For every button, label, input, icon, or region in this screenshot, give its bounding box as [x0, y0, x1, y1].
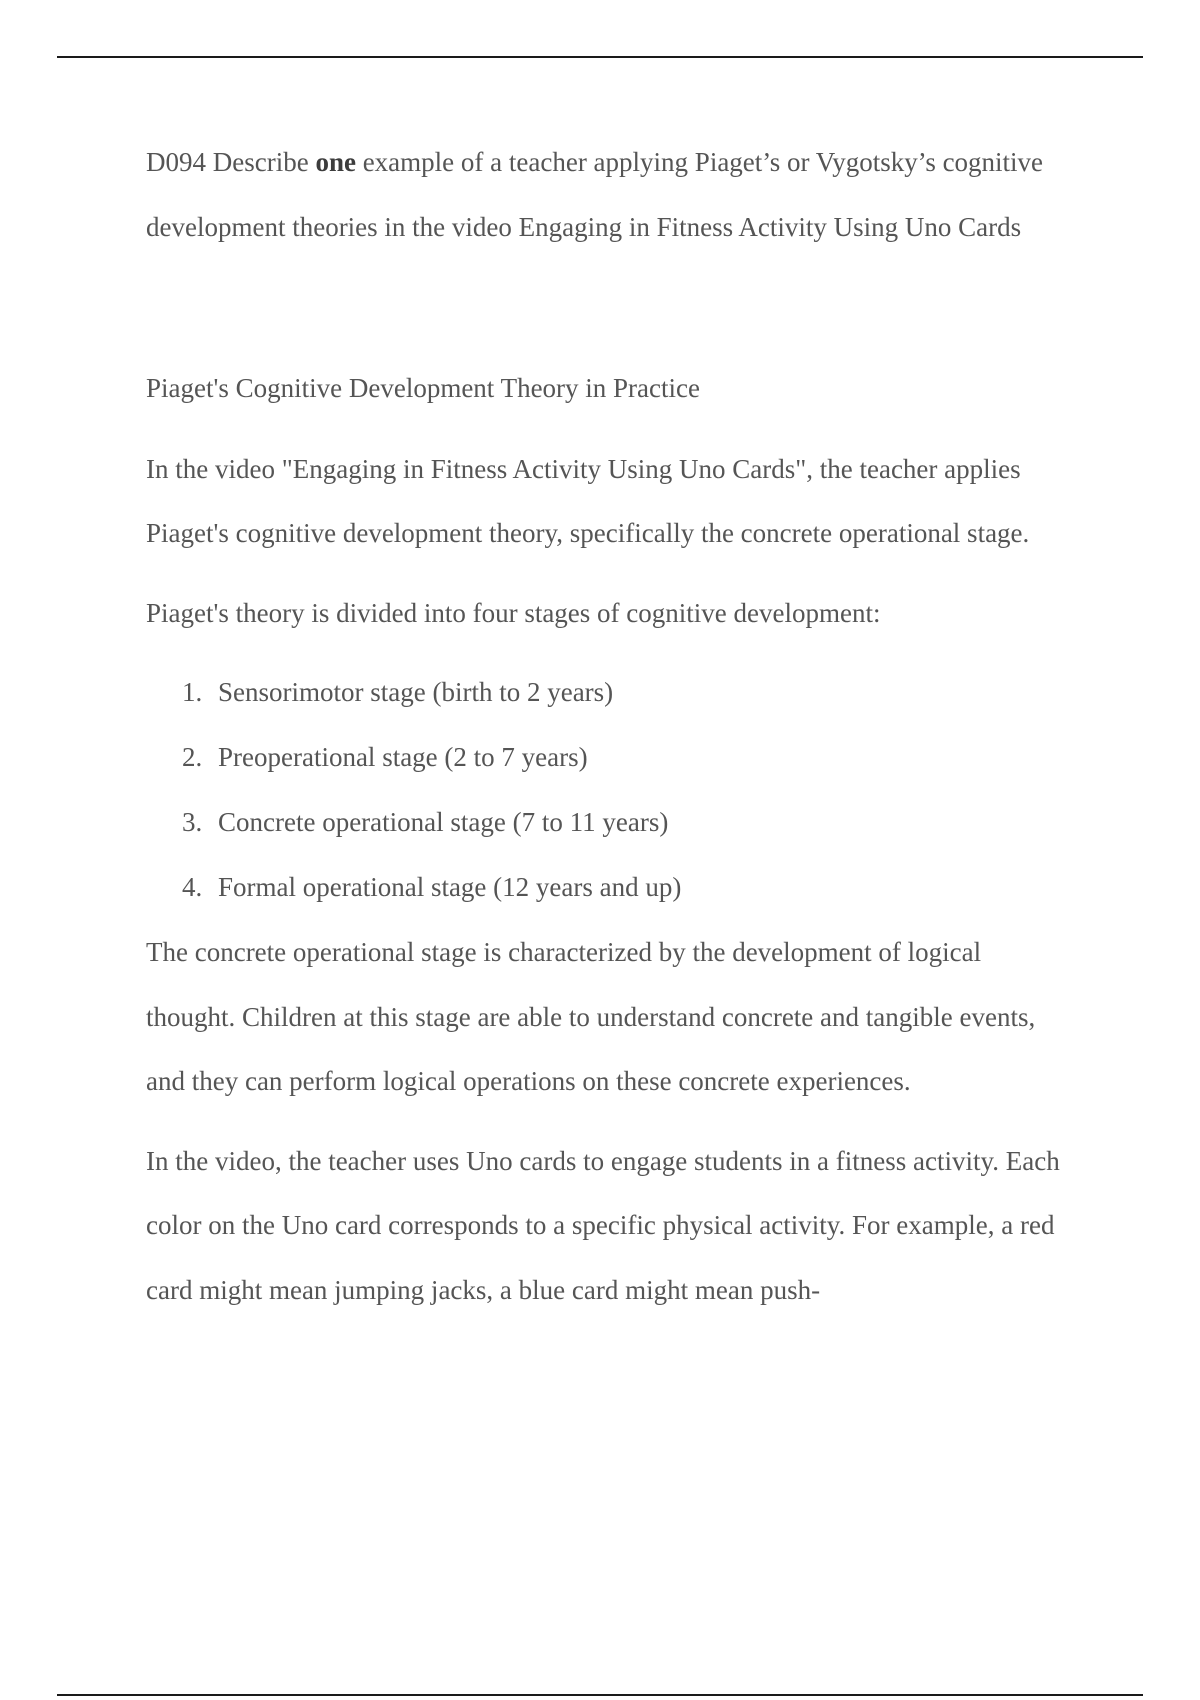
section-heading: Piaget's Cognitive Development Theory in Practice — [146, 373, 700, 403]
paragraph-intro: In the video "Engaging in Fitness Activity Using Uno Cards", the teacher applies Piaget's cognitive development theory, specifically the concrete operational stage. — [146, 453, 1030, 548]
question-text-pre: D094 Describe — [146, 147, 316, 177]
question-text-post: example of a teacher applying Piaget’s or Vygotsky’s cognitive development theories in the video Engaging in Fitness Activity Using Uno Cards — [146, 147, 1044, 242]
paragraph-concrete-stage: The concrete operational stage is characterized by the development of logical thought. Children at this stage are able to understand concrete and tangible events, and they can perform logical operations on these concrete experiences. — [146, 937, 1036, 1096]
stages-list — [146, 660, 1076, 920]
list-number: 2. — [182, 742, 203, 772]
paragraph-stages-intro: Piaget's theory is divided into four stages of cognitive development: — [146, 597, 881, 628]
document-body — [146, 130, 1076, 1337]
question-prompt — [146, 130, 1076, 259]
list-number: 1. — [182, 677, 203, 707]
list-number: 4. — [182, 872, 203, 902]
list-item — [182, 790, 1076, 855]
top-rule — [57, 56, 1143, 58]
question-emphasis: one — [315, 147, 356, 177]
paragraph-uno-activity: In the video, the teacher uses Uno cards to engage students in a fitness activity. Each color on the Uno card corresponds to a specific physical activity. For example, a red card might mean jumping jacks, a blue card might mean push- — [146, 1145, 1060, 1305]
list-item — [182, 855, 1076, 920]
list-item-text: Concrete operational stage (7 to 11 years) — [218, 807, 669, 837]
list-number: 3. — [182, 807, 203, 837]
list-item — [182, 725, 1076, 790]
list-item — [182, 660, 1076, 725]
list-item-text: Preoperational stage (2 to 7 years) — [218, 742, 588, 772]
list-item-text: Formal operational stage (12 years and up) — [218, 872, 682, 902]
bottom-rule — [57, 1694, 1143, 1696]
list-item-text: Sensorimotor stage (birth to 2 years) — [218, 677, 614, 707]
